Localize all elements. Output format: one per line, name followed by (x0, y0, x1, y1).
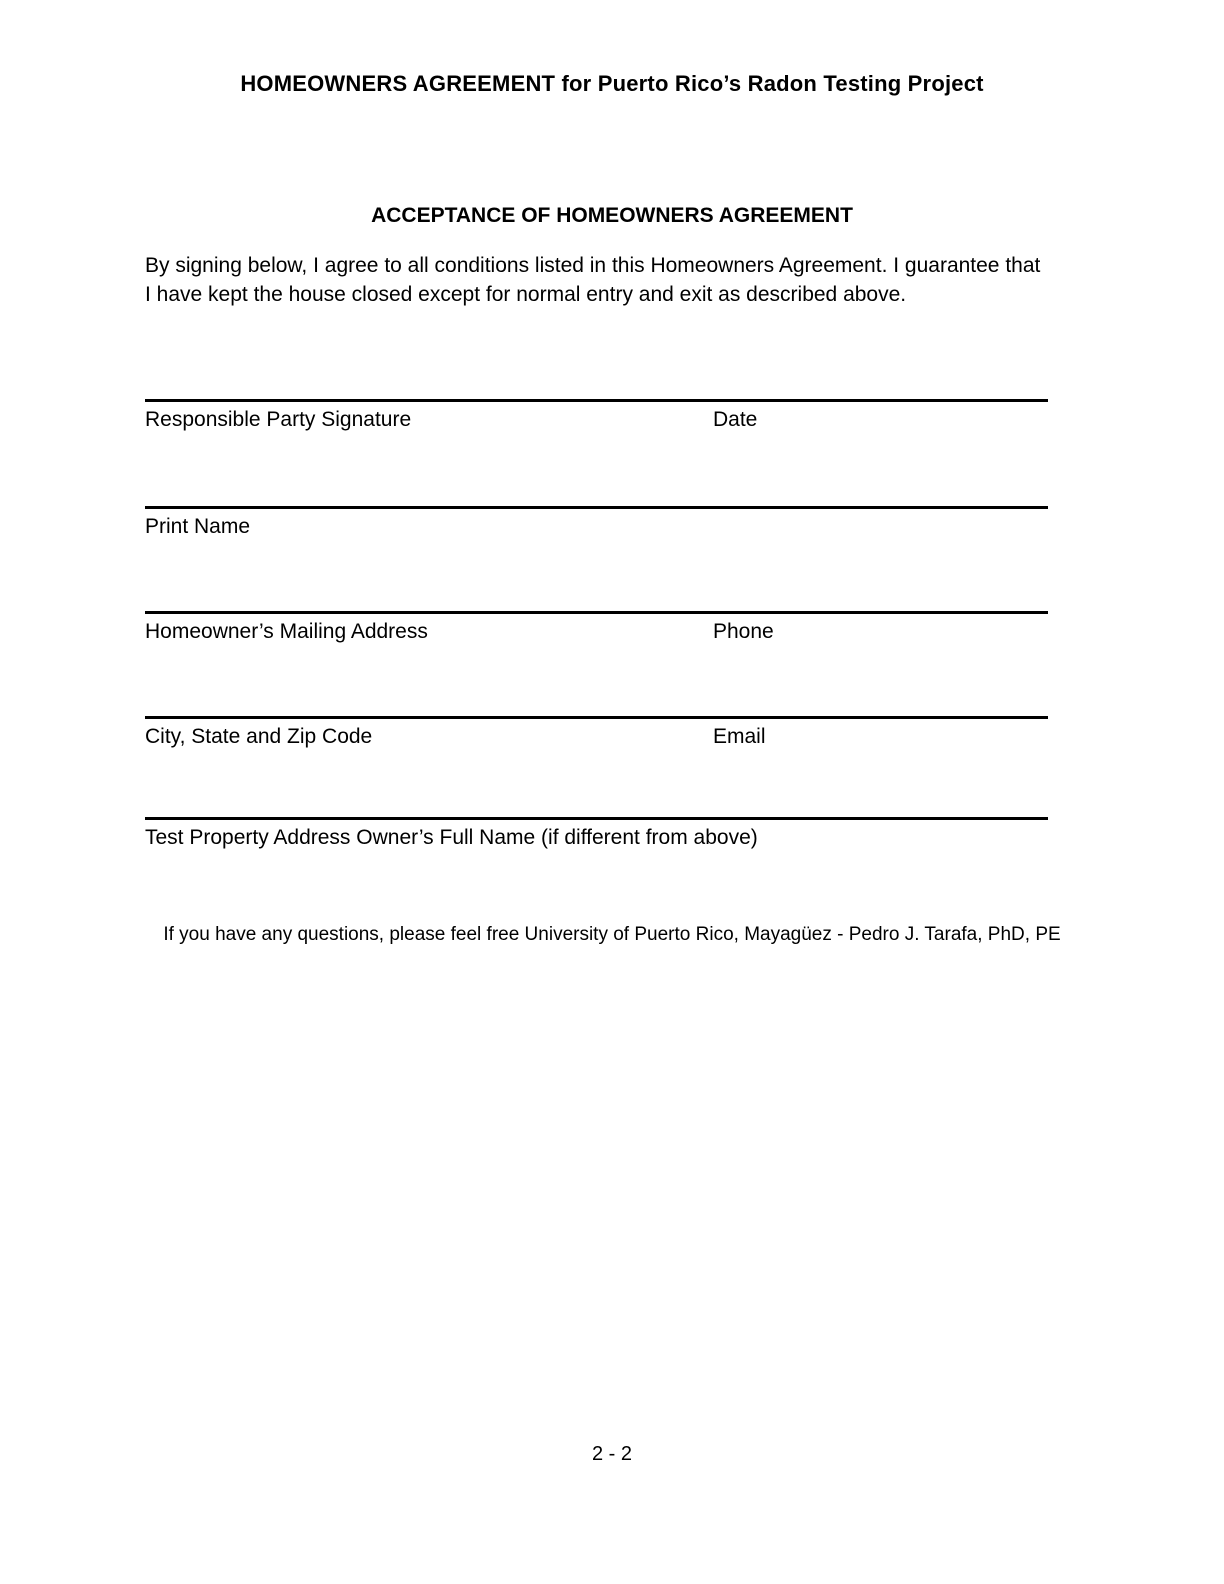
page-title: HOMEOWNERS AGREEMENT for Puerto Rico’s Radon Testing Project (240, 71, 984, 96)
print-name-row (145, 506, 1048, 555)
mailing-address-label: Homeowner’s Mailing Address (145, 620, 428, 643)
section-heading: ACCEPTANCE OF HOMEOWNERS AGREEMENT (371, 204, 853, 227)
responsible-party-signature-label: Responsible Party Signature (145, 408, 412, 431)
city-state-zip-email-row (145, 716, 1048, 765)
city-state-zip-label: City, State and Zip Code (145, 725, 373, 748)
email-label: Email (713, 725, 766, 748)
intro-paragraph: By signing below, I agree to all conditions listed in this Homeowners Agreement. I guarantee that I have kept the house closed except for normal entry and exit as described above. (145, 254, 1041, 306)
date-label: Date (713, 408, 758, 431)
test-property-owner-label: Test Property Address Owner’s Full Name (if different from above) (145, 826, 758, 849)
mailing-address-phone-row (145, 611, 1048, 660)
contact-note: If you have any questions, please feel free University of Puerto Rico, Mayagüez - Pedro J. Tarafa, PhD, PE (163, 924, 1061, 945)
test-property-owner-row (145, 817, 1048, 866)
page-number: 2 - 2 (591, 1443, 633, 1465)
phone-label: Phone (713, 620, 774, 643)
signature-date-row (145, 399, 1048, 448)
print-name-label: Print Name (145, 515, 251, 538)
